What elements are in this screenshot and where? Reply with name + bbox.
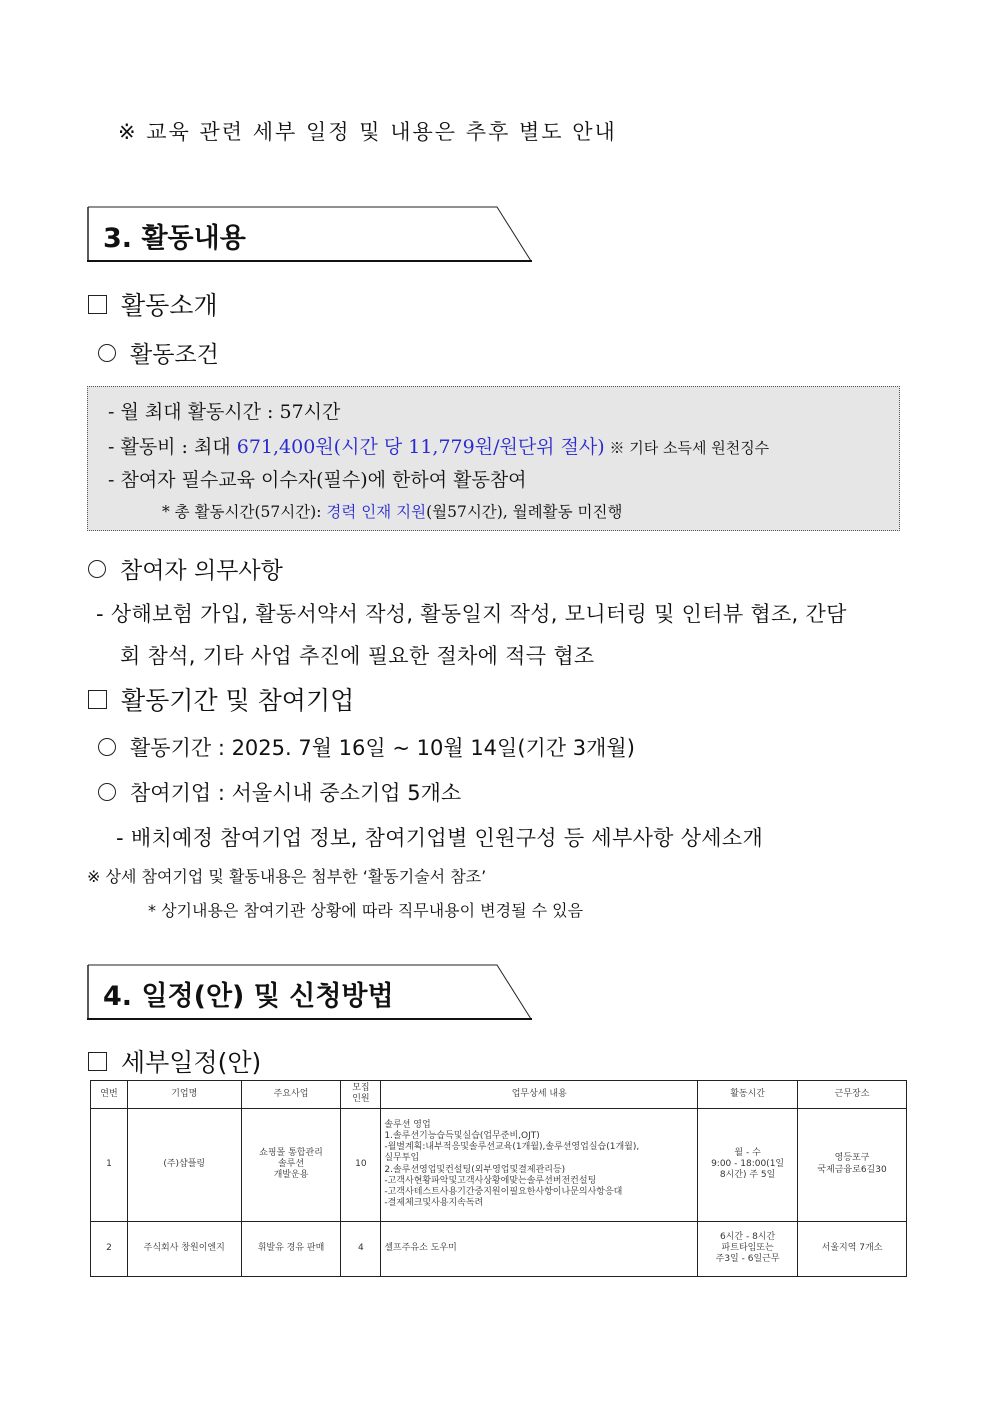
cell-no: 2 xyxy=(91,1221,128,1276)
cell-location: 서울지역 7개소 xyxy=(798,1221,907,1276)
table-row xyxy=(91,1221,907,1276)
header-details: 업무상세 내용 xyxy=(381,1081,698,1109)
header-hours: 활동시간 xyxy=(698,1081,798,1109)
header-company: 기업명 xyxy=(127,1081,241,1109)
period-companies-label: 활동기간 및 참여기업 xyxy=(121,686,355,715)
activity-intro-label: 활동소개 xyxy=(121,291,218,320)
company-detail-line: - 배치예정 참여기업 정보, 참여기업별 인원구성 등 세부사항 상세소개 xyxy=(116,826,764,850)
reference-note: ※ 상세 참여기업 및 활동내용은 첨부한 ‘활동기술서 참조’ xyxy=(87,867,487,886)
period-companies-heading xyxy=(88,681,354,717)
total-hours-note: * 총 활동시간(57시간): 경력 인재 지원(월57시간), 월례활동 미진행 xyxy=(162,503,623,521)
duties-text-line-1: - 상해보험 가입, 활동서약서 작성, 활동일지 작성, 모니터링 및 인터뷰 협조, 간담 xyxy=(96,602,847,626)
header-business: 주요사업 xyxy=(241,1081,341,1109)
education-schedule-note: ※ 교육 관련 세부 일정 및 내용은 추후 별도 안내 xyxy=(118,120,617,144)
career-support-text: 경력 인재 지원 xyxy=(326,503,427,521)
cell-location: 영등포구 국제금융로6길30 xyxy=(798,1108,907,1221)
cell-recruit: 10 xyxy=(341,1108,381,1221)
activity-period-item xyxy=(98,732,635,762)
cell-details: 솔루션 영업 1.솔루션기능습득및실습(업무준비,OJT) -월별계획:내부적응및솔루션교육(1개월),솔루션영업실습(1개월), 실무투입 2.솔루션영업및컨설팅(외부영업및결제관리등) -고객사현황파악및고객사상황에맞는솔루션버전컨설팅 -고객사테스트사용기간중지원이필요한사항이나문의사항응대 -결제체크및사용지속독려 xyxy=(381,1108,698,1221)
cell-hours: 월 - 수 9:00 - 18:00(1일 8시간) 주 5일 xyxy=(698,1108,798,1221)
header-location: 근무장소 xyxy=(798,1081,907,1109)
cell-details: 셀프주유소 도우미 xyxy=(381,1221,698,1276)
conditions-label: 활동조건 xyxy=(130,342,219,368)
table-header-row xyxy=(91,1081,907,1109)
participating-companies-text: 참여기업 : 서울시내 중소기업 5개소 xyxy=(130,781,462,805)
schedule-heading xyxy=(88,1043,261,1079)
conditions-heading xyxy=(98,336,219,369)
max-hours-line: - 월 최대 활동시간 : 57시간 xyxy=(108,401,341,423)
section-3-header xyxy=(87,206,532,262)
conditions-box xyxy=(87,386,900,531)
duties-label: 참여자 의무사항 xyxy=(120,558,283,584)
participating-companies-item xyxy=(98,777,461,807)
cell-company: (주)샵플링 xyxy=(127,1108,241,1221)
square-bullet-icon xyxy=(88,1052,107,1071)
circle-bullet-icon xyxy=(98,783,116,801)
schedule-label: 세부일정(안) xyxy=(121,1048,262,1077)
section-4-header xyxy=(87,964,532,1020)
section-3-title: 3. 활동내용 xyxy=(103,223,246,254)
cell-company: 주식회사 창원이엔지 xyxy=(127,1221,241,1276)
activity-intro-heading xyxy=(88,286,218,322)
activity-period-text: 활동기간 : 2025. 7월 16일 ~ 10월 14일(기간 3개월) xyxy=(130,736,635,760)
circle-bullet-icon xyxy=(88,560,106,578)
square-bullet-icon xyxy=(88,295,107,314)
circle-bullet-icon xyxy=(98,738,116,756)
cell-business: 쇼핑몰 통합관리 솔루션 개발운용 xyxy=(241,1108,341,1221)
change-note: * 상기내용은 참여기관 상황에 따라 직무내용이 변경될 수 있음 xyxy=(148,901,584,920)
tax-note: ※ 기타 소득세 원천징수 xyxy=(604,439,770,457)
cell-business: 휘발유 경유 판매 xyxy=(241,1221,341,1276)
mandatory-education-line: - 참여자 필수교육 이수자(필수)에 한하여 활동참여 xyxy=(108,469,527,491)
square-bullet-icon xyxy=(88,690,107,709)
duties-heading xyxy=(88,552,283,585)
pay-amount: 671,400원(시간 당 11,779원/원단위 절사) xyxy=(236,436,605,458)
activity-pay-line: - 활동비 : 최대 671,400원(시간 당 11,779원/원단위 절사) ※ 기타 소득세 원천징수 xyxy=(108,436,770,458)
cell-hours: 6시간 - 8시간 파트타임또는 주3일 - 6일근무 xyxy=(698,1221,798,1276)
circle-bullet-icon xyxy=(98,344,116,362)
cell-recruit: 4 xyxy=(341,1221,381,1276)
schedule-table xyxy=(90,1080,907,1277)
header-no: 연번 xyxy=(91,1081,128,1109)
header-recruit: 모집 인원 xyxy=(341,1081,381,1109)
section-4-title: 4. 일정(안) 및 신청방법 xyxy=(103,981,394,1012)
cell-no: 1 xyxy=(91,1108,128,1221)
duties-text-line-2: 회 참석, 기타 사업 추진에 필요한 절차에 적극 협조 xyxy=(120,644,595,668)
table-row xyxy=(91,1108,907,1221)
